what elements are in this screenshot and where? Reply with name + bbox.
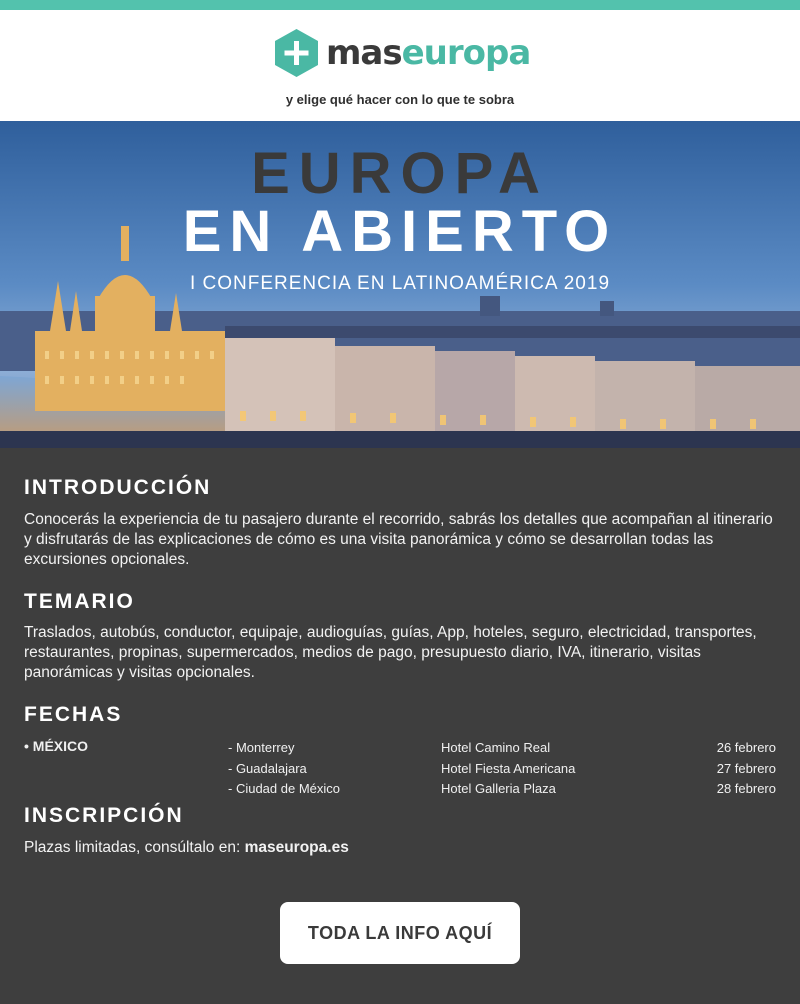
intro-title: INTRODUCCIÓN: [24, 476, 212, 499]
intro-text: Conocerás la experiencia de tu pasajero durante el recorrido, sabrás los detalles que acompañan al itinerario y disfrutarás de las explicaciones de cómo es una visita panorámica y cómo se desarrollan todas las excursiones opcionales.: [24, 511, 773, 568]
main-content: [0, 448, 800, 858]
logo-wordmark: [326, 28, 530, 78]
dates-column: [717, 738, 776, 800]
hero-subtitle: I CONFERENCIA EN LATINOAMÉRICA 2019: [189, 273, 611, 294]
header: [0, 10, 800, 121]
more-info-button[interactable]: TODA LA INFO AQUÍ: [280, 902, 520, 964]
country-label: • MÉXICO: [24, 738, 89, 754]
inscripcion-title: INSCRIPCIÓN: [24, 804, 184, 827]
hotel-item: Hotel Fiesta Americana: [441, 760, 576, 776]
date-item: 28 febrero: [716, 781, 776, 796]
temario-title: TEMARIO: [24, 590, 135, 613]
cities-column: [228, 738, 340, 800]
maseuropa-logo[interactable]: [274, 28, 530, 78]
date-item: 26 febrero: [716, 740, 776, 755]
top-accent-bar: [0, 0, 800, 10]
city-item: - Guadalajara: [228, 760, 307, 776]
hotel-item: Hotel Camino Real: [441, 740, 551, 755]
plus-hexagon-icon: [274, 28, 319, 78]
temario-text: Traslados, autobús, conductor, equipaje, audioguías, guías, App, hoteles, seguro, electricidad, transportes, restaurantes, propinas, supermercados, medios de pago, presupuesto diario, IVA, itinerario, visitas panorámicas y visitas opcionales.: [24, 624, 757, 681]
hero-banner: [0, 121, 800, 448]
dates-table: [24, 738, 776, 798]
city-item: - Ciudad de México: [228, 781, 340, 796]
city-item: - Monterrey: [228, 740, 295, 755]
logo-europa-text: europa: [401, 33, 531, 73]
date-item: 27 febrero: [716, 760, 776, 776]
logo-mas-text: mas: [326, 33, 402, 73]
hero-title-line1: EUROPA: [251, 141, 549, 206]
hotels-column: [441, 738, 575, 800]
tagline: y elige qué hacer con lo que te sobra: [285, 92, 515, 107]
hotel-item: Hotel Galleria Plaza: [441, 781, 556, 796]
hero-title-line2: EN ABIERTO: [182, 199, 618, 264]
maseuropa-link[interactable]: maseuropa.es: [244, 839, 349, 856]
fechas-title: FECHAS: [24, 703, 123, 726]
inscripcion-text: [24, 838, 776, 858]
inscripcion-prefix: Plazas limitadas, consúltalo en:: [24, 839, 245, 856]
